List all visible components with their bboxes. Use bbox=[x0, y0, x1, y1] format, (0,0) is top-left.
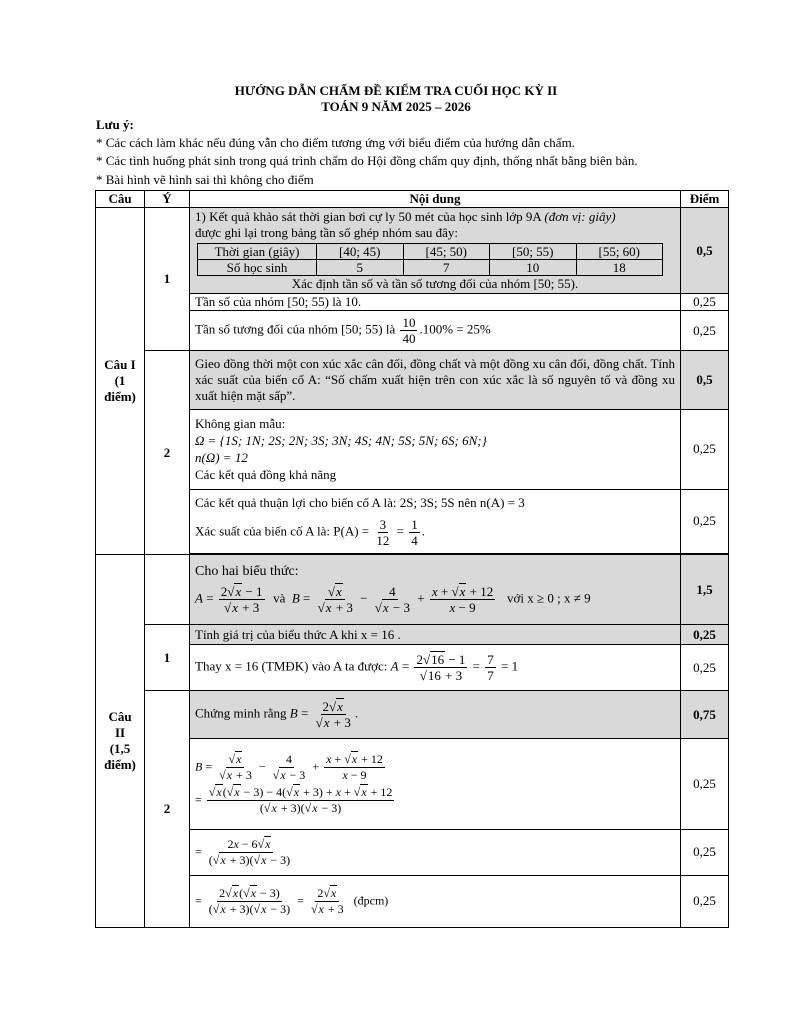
cau-2-y2-label: 2 bbox=[145, 691, 190, 928]
cau-2-y1-label: 1 bbox=[145, 625, 190, 691]
proof-step-2: = $\frac{2x - 6√x}{(√x + 3)(√x - 3)}$ bbox=[190, 829, 681, 875]
question-text: Xác định tần số và tần số tương đối của nhóm [50; 55). bbox=[291, 276, 579, 292]
proof-step-1: B = $\frac{√x}{√x + 3}$ − $\frac{4}{√x - 3}$ + $\frac{x + √x + 12}{x - 9}$ = $\frac{√x(√x - 3) - 4(√x + 3) + x + √x + 12}{(√x + 3)(√x - 3)}$ bbox=[190, 739, 681, 829]
cau-2-y2-question: Chứng minh rằng B = $\frac{2√x}{√x + 3}$ . bbox=[190, 691, 681, 739]
points: 0,25 bbox=[681, 311, 729, 351]
header-y: Ý bbox=[145, 191, 190, 208]
header-diem: Điểm bbox=[681, 191, 729, 208]
table-row bbox=[96, 691, 729, 739]
points: 0,5 bbox=[681, 208, 729, 294]
table-row bbox=[96, 554, 729, 624]
table-row bbox=[96, 875, 729, 927]
points: 0,75 bbox=[681, 691, 729, 739]
cau-2-intro-y bbox=[145, 554, 190, 624]
cau-1-y2-problem: Gieo đồng thời một con xúc xắc cân đối, đồng chất và một đồng xu cân đối, đồng chất. Tính xác suất của biến cố A: “Số chấm xuất hiện trên con xúc xắc là số nguyên tố và đồng xu xuất hiện mặt sấp”. bbox=[190, 351, 681, 409]
points: 0,25 bbox=[681, 625, 729, 645]
table-row bbox=[96, 625, 729, 645]
proof-step-3: = $\frac{2√x(√x - 3)}{(√x + 3)(√x - 3)}$ = $\frac{2√x}{√x + 3}$ (đpcm) bbox=[190, 875, 681, 927]
cau-1-label: Câu I (1 điểm) bbox=[96, 208, 145, 555]
points: 0,25 bbox=[681, 294, 729, 311]
freq-group: [45; 50) bbox=[403, 244, 490, 260]
table-row bbox=[96, 311, 729, 351]
points: 0,25 bbox=[681, 489, 729, 553]
header-cau: Câu bbox=[96, 191, 145, 208]
table-row bbox=[96, 829, 729, 875]
points: 0,25 bbox=[681, 739, 729, 829]
freq-count: 7 bbox=[403, 260, 490, 276]
points: 0,25 bbox=[681, 645, 729, 691]
title-line-2: TOÁN 9 NĂM 2025 – 2026 bbox=[321, 99, 471, 114]
note-item: * Bài hình vẽ hình sai thì không cho điểm bbox=[96, 172, 314, 187]
freq-row1-label: Thời gian (giây) bbox=[198, 244, 317, 260]
note-item: * Các tình huống phát sinh trong quá trình chấm do Hội đồng chấm quy định, thống nhất bằng biên bản. bbox=[96, 153, 638, 168]
freq-count: 5 bbox=[317, 260, 404, 276]
freq-count: 10 bbox=[490, 260, 577, 276]
freq-count: 18 bbox=[576, 260, 663, 276]
answer-step: Tần số tương đối của nhóm [50; 55) là $\frac{10}{40}$ .100% = 25% bbox=[190, 311, 681, 351]
table-row bbox=[96, 739, 729, 829]
points: 0,25 bbox=[681, 409, 729, 489]
table-header-row bbox=[96, 191, 729, 208]
points: 0,25 bbox=[681, 875, 729, 927]
freq-row2-label: Số học sinh bbox=[198, 260, 317, 276]
table-row bbox=[96, 645, 729, 691]
freq-group: [40; 45) bbox=[317, 244, 404, 260]
answer-step: Tần số của nhóm [50; 55) là 10. bbox=[190, 294, 681, 311]
freq-group: [55; 60) bbox=[576, 244, 663, 260]
points: 0,5 bbox=[681, 351, 729, 409]
table-row bbox=[96, 489, 729, 553]
grading-table bbox=[95, 190, 729, 928]
table-row bbox=[96, 294, 729, 311]
points: 1,5 bbox=[681, 554, 729, 624]
freq-group: [50; 55) bbox=[490, 244, 577, 260]
cau-1-y1-problem: 1) Kết quả khảo sát thời gian bơi cự ly 50 mét của học sinh lớp 9A (đơn vị: giây) được ghi lại trong bảng tần số ghép nhóm sau đây: Thời gian (giây) [40; 45) [45; 50) [50; 55) [55; 60) Số học sinh 5 7 10 18 Xác định tần số và tần số tương đối của nhóm [50; 55). bbox=[190, 208, 681, 294]
cau-1-y1-label: 1 bbox=[145, 208, 190, 351]
frequency-table bbox=[197, 243, 663, 276]
note-item: * Các cách làm khác nếu đúng vẫn cho điểm tương ứng với biểu điểm của hướng dẫn chấm. bbox=[96, 135, 575, 150]
cau-1-y2-label: 2 bbox=[145, 351, 190, 555]
sample-space: Không gian mẫu: Ω = {1S; 1N; 2S; 2N; 3S; 3N; 4S; 4N; 5S; 5N; 6S; 6N;} n(Ω) = 12 Các kết quả đồng khả năng bbox=[190, 409, 681, 489]
condition: với x ≥ 0 ; x ≠ 9 bbox=[507, 590, 591, 606]
notes-label: Lưu ý: bbox=[96, 117, 134, 132]
table-row bbox=[96, 208, 729, 294]
points: 0,25 bbox=[681, 829, 729, 875]
cau-2-y1-answer: Thay x = 16 (TMĐK) vào A ta được: A = $\frac{2√16 - 1}{√16 + 3}$ = $\frac{7}{7}$ = 1 bbox=[190, 645, 681, 691]
cau-2-y1-question: Tính giá trị của biểu thức A khi x = 16 . bbox=[190, 625, 681, 645]
table-row bbox=[96, 351, 729, 409]
header-noi-dung: Nội dung bbox=[190, 191, 681, 208]
title-line-1: HƯỚNG DẪN CHẤM ĐỀ KIỂM TRA CUỐI HỌC KỲ II bbox=[234, 83, 558, 98]
cau-2-label: Câu II (1,5 điểm) bbox=[96, 554, 145, 927]
probability: Các kết quả thuận lợi cho biến cố A là: 2S; 3S; 5S nên n(A) = 3 Xác suất của biến cố A là: P(A) = $\frac{3}{12}$ = $\frac{1}{4}$ . bbox=[190, 489, 681, 553]
table-row bbox=[96, 409, 729, 489]
cau-2-intro: Cho hai biểu thức: A = $\frac{2√x - 1}{√x + 3}$ và B = $\frac{√x}{√x + 3}$ − $\frac{4}{√x - 3}$ + $\frac{x + √x + 12}{x - 9}$ với x ≥ 0 ; x ≠ 9 bbox=[190, 554, 681, 624]
